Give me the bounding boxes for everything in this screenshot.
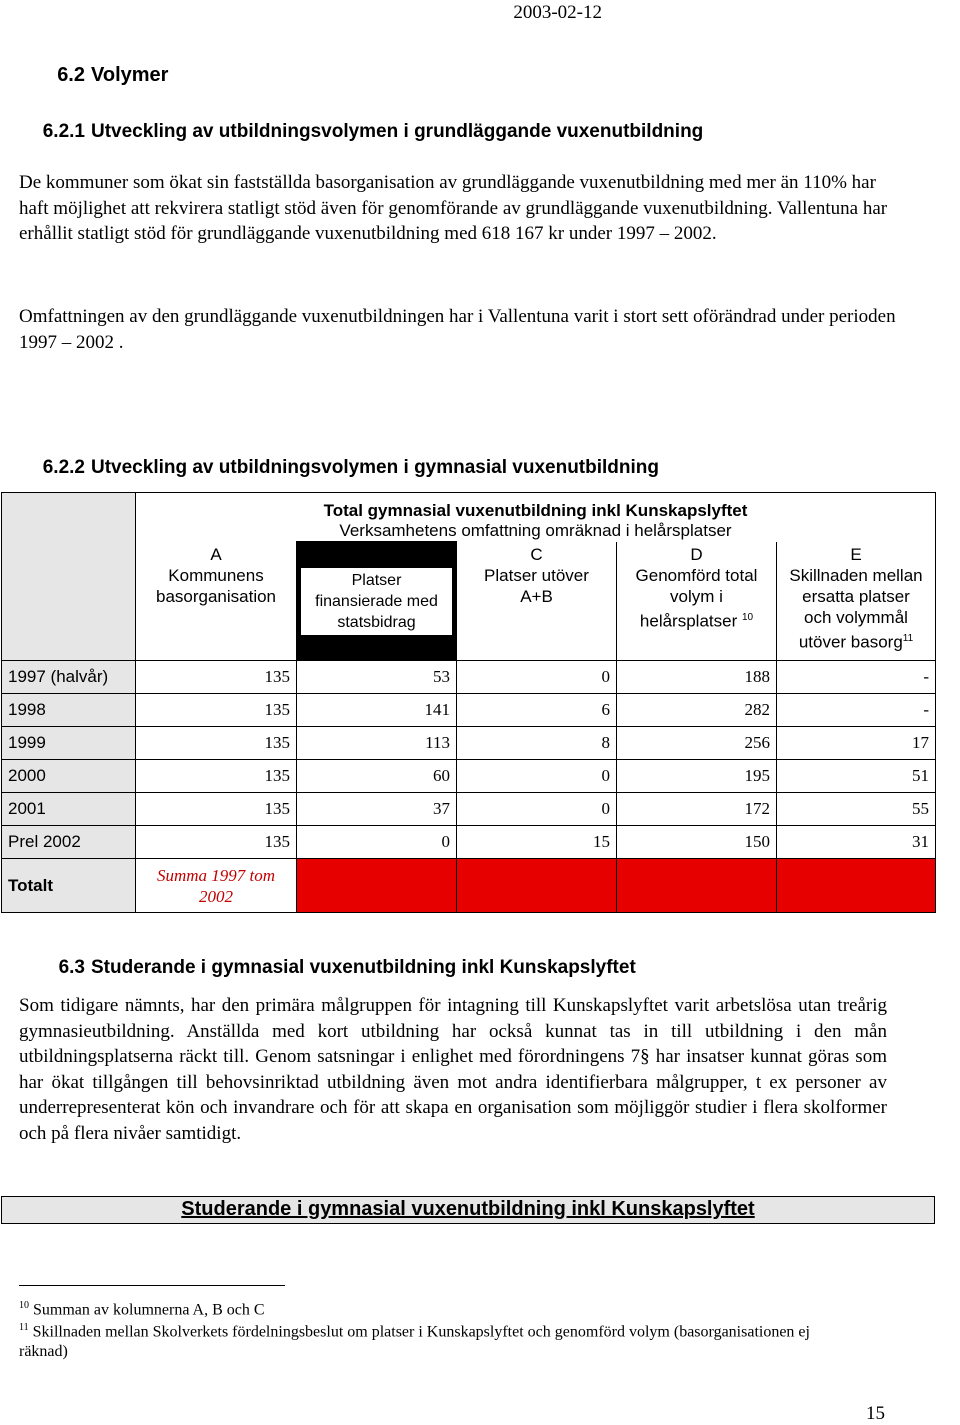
table-row (2, 826, 936, 859)
section-heading-6-2 (19, 64, 168, 87)
row-label: 1998 (2, 694, 136, 727)
section-number: 6.3 (58, 957, 85, 978)
students-chart-title-box (1, 1196, 935, 1224)
col-header-c (457, 542, 617, 661)
cell-a: 135 (136, 793, 297, 826)
table-row (2, 793, 936, 826)
summa-line: Summa 1997 tom (156, 865, 276, 885)
footnote-text: Skillnaden mellan Skolverkets fördelningsbeslut om platser i Kunskapslyftet och genomförd volym (basorganisationen ej räknad) (19, 1323, 810, 1361)
cell-c: 0 (457, 661, 617, 694)
footnote-ref: 11 (902, 632, 914, 644)
cell-b: 37 (297, 793, 457, 826)
footnote-text: Summan av kolumnerna A, B och C (33, 1301, 265, 1319)
col-header-text: helårsplatser (639, 611, 738, 631)
total-label: Totalt (2, 859, 136, 913)
col-header-line: volym i (670, 586, 723, 606)
total-cell-c (457, 859, 617, 913)
col-header-line (617, 607, 776, 632)
total-cell-b (297, 859, 457, 913)
section-number: 6.2.1 (42, 121, 85, 142)
footnote-11 (19, 1318, 819, 1362)
col-header-line: och volymmål (804, 607, 908, 627)
cell-e: 55 (777, 793, 936, 826)
cell-d: 150 (617, 826, 777, 859)
col-header-text: utöver basorg (798, 632, 903, 652)
students-chart-title: Studerande i gymnasial vuxenutbildning inkl Kunskapslyftet (181, 1198, 755, 1220)
col-header-line: Skillnaden mellan (789, 565, 923, 585)
table-subtitle: Verksamhetens omfattning omräknad i helårsplatser (136, 521, 936, 542)
col-letter: A (210, 544, 222, 564)
footnote-number: 10 (19, 1300, 29, 1311)
total-cell-e (777, 859, 936, 913)
section-title: Volymer (91, 64, 169, 86)
footnote-number: 11 (19, 1322, 29, 1333)
cell-b: 141 (297, 694, 457, 727)
col-letter: C (530, 544, 543, 564)
paragraph-6-2-1-b: Omfattningen av den grundläggande vuxenutbildningen har i Vallentuna varit i stort sett oförändrad under perioden 1997 – 2002 . (19, 306, 896, 353)
table-row (2, 661, 936, 694)
table-corner-lower (2, 542, 136, 661)
section-heading-6-2-1 (19, 121, 703, 143)
cell-c: 15 (457, 826, 617, 859)
cell-b: 53 (297, 661, 457, 694)
row-label: 2001 (2, 793, 136, 826)
cell-d: 172 (617, 793, 777, 826)
row-label: 2000 (2, 760, 136, 793)
cell-e: - (777, 694, 936, 727)
table-title: Total gymnasial vuxenutbildning inkl Kunskapslyftet (136, 493, 936, 522)
cell-a: 135 (136, 760, 297, 793)
page-number: 15 (866, 1403, 885, 1424)
cell-e: - (777, 661, 936, 694)
col-header-e (777, 542, 936, 661)
col-header-line: Kommunens (168, 565, 264, 585)
table-row (2, 727, 936, 760)
row-label: 1997 (halvår) (2, 661, 136, 694)
section-heading-6-2-2 (19, 457, 659, 479)
footnote-ref: 10 (741, 611, 754, 623)
col-letter: D (690, 544, 703, 564)
section-title: Utveckling av utbildningsvolymen i grundläggande vuxenutbildning (91, 121, 704, 142)
col-header-b-box (301, 568, 452, 635)
cell-d: 188 (617, 661, 777, 694)
total-cell-d (617, 859, 777, 913)
col-header-line: ersatta platser (802, 586, 910, 606)
col-header-line: basorganisation (155, 586, 277, 606)
row-label: 1999 (2, 727, 136, 760)
cell-b: 113 (297, 727, 457, 760)
col-header-a (136, 542, 297, 661)
summa-line: 2002 (199, 886, 233, 906)
cell-a: 135 (136, 694, 297, 727)
section-heading-6-3 (19, 957, 636, 979)
table-corner (2, 493, 136, 542)
col-header-line (777, 628, 935, 653)
table-row (2, 694, 936, 727)
cell-a: 135 (136, 727, 297, 760)
cell-d: 256 (617, 727, 777, 760)
col-header-line: Platser (351, 571, 402, 589)
cell-b: 0 (297, 826, 457, 859)
col-header-b (297, 542, 457, 661)
section-number: 6.2.2 (42, 457, 85, 478)
section-title: Utveckling av utbildningsvolymen i gymnasial vuxenutbildning (91, 457, 659, 478)
total-summa-note (136, 859, 297, 913)
volume-table (1, 492, 936, 913)
col-header-line: A+B (520, 586, 553, 606)
col-header-line: Genomförd total (635, 565, 758, 585)
cell-c: 0 (457, 760, 617, 793)
paragraph-6-2-1-a: De kommuner som ökat sin fastställda basorganisation av grundläggande vuxenutbildning med mer än 110% har haft möjlighet att rekvirera statligt stöd även för genomförande av grundläggande vuxenutbildning. Vallentuna har erhållit statligt stöd för grundläggande vuxenutbildning med 618 167 kr under 1997 – 2002. (19, 172, 888, 244)
col-header-d (617, 542, 777, 661)
footnote-separator (19, 1285, 285, 1286)
cell-e: 31 (777, 826, 936, 859)
cell-d: 195 (617, 760, 777, 793)
cell-a: 135 (136, 826, 297, 859)
cell-c: 8 (457, 727, 617, 760)
cell-e: 51 (777, 760, 936, 793)
row-label: Prel 2002 (2, 826, 136, 859)
footnote-10 (19, 1296, 819, 1320)
cell-e: 17 (777, 727, 936, 760)
section-title: Studerande i gymnasial vuxenutbildning inkl Kunskapslyftet (91, 957, 636, 978)
section-number: 6.2 (57, 64, 85, 86)
cell-c: 0 (457, 793, 617, 826)
cell-d: 282 (617, 694, 777, 727)
col-header-line: Platser utöver (484, 565, 589, 585)
cell-c: 6 (457, 694, 617, 727)
col-header-line: finansierade med (315, 592, 438, 610)
cell-b: 60 (297, 760, 457, 793)
header-date: 2003-02-12 (513, 2, 602, 23)
cell-a: 135 (136, 661, 297, 694)
col-header-line: statsbidrag (337, 613, 416, 631)
col-letter: E (850, 544, 862, 564)
paragraph-6-3: Som tidigare nämnts, har den primära målgruppen för intagning till Kunskapslyftet varit arbetslösa utan treårig gymnasieutbildning. Anställda med kort utbildning har också kunnat tas in till utbildning i den mån utbildningsplatserna räckt till. Genom satsningar i enlighet med förordningens 7§ har insatser kunnat göras som har ökat tillgången till behovsinriktad utbildning även mot andra identifierbara målgrupper, t ex personer av underrepresenterat kön och invandrare och för att skapa en organisation som möjliggör studier i flera skolformer och på flera nivåer samtidigt. (19, 995, 887, 1144)
table-row (2, 760, 936, 793)
